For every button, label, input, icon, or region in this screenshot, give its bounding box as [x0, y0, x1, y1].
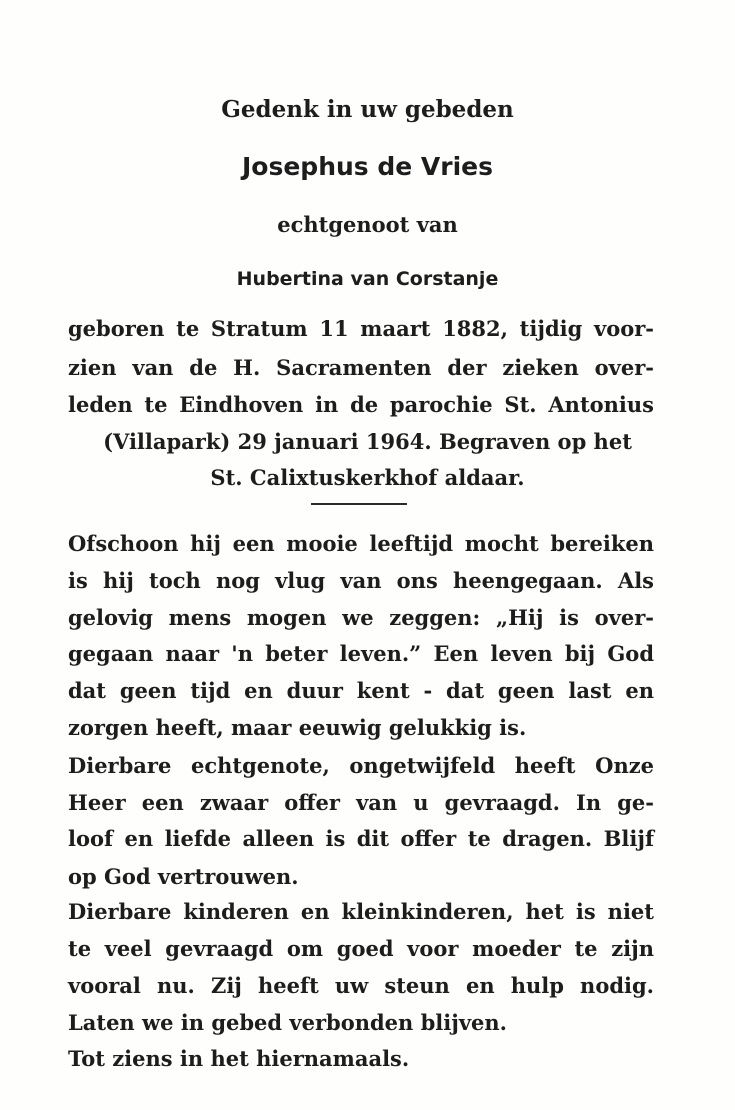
text-line: te veel gevraagd om goed voor moeder te zijn: [68, 936, 654, 961]
biography-line: (Villapark) 29 januari 1964. Begraven op het: [103, 429, 632, 454]
biography-line: geboren te Stratum 11 maart 1882, tijdig voor-: [68, 316, 654, 341]
biography-line: zien van de H. Sacramenten der zieken over-: [68, 355, 654, 380]
text-line: is hij toch nog vlug van ons heengegaan. Als: [68, 568, 654, 593]
divider-rule: [311, 503, 407, 505]
spouse-of-label: echtgenoot van: [277, 212, 458, 237]
text-line: loof en liefde alleen is dit offer te dragen. Blijf: [68, 826, 654, 851]
text-line: op God vertrouwen.: [68, 864, 299, 889]
text-line: zorgen heeft, maar eeuwig gelukkig is.: [68, 715, 527, 740]
text-line: Heer een zwaar offer van u gevraagd. In ge-: [68, 790, 654, 815]
text-line: Tot ziens in het hiernamaals.: [68, 1046, 410, 1071]
biography-line: St. Calixtuskerkhof aldaar.: [210, 465, 525, 490]
spouse-name: Hubertina van Corstanje: [236, 268, 499, 290]
biography-line: leden te Eindhoven in de parochie St. Antonius: [68, 392, 654, 417]
text-line: Dierbare kinderen en kleinkinderen, het is niet: [68, 899, 654, 924]
text-line: Ofschoon hij een mooie leeftijd mocht bereiken: [68, 531, 654, 556]
deceased-name: Josephus de Vries: [241, 152, 494, 181]
text-line: Dierbare echtgenote, ongetwijfeld heeft Onze: [68, 753, 654, 778]
text-line: gegaan naar 'n beter leven.” Een leven bij God: [68, 641, 654, 666]
text-line: gelovig mens mogen we zeggen: „Hij is over-: [68, 605, 654, 630]
text-line: Laten we in gebed verbonden blijven.: [68, 1010, 507, 1035]
prayer-heading: Gedenk in uw gebeden: [221, 96, 514, 123]
text-line: dat geen tijd en duur kent - dat geen last en: [68, 678, 654, 703]
text-line: vooral nu. Zij heeft uw steun en hulp nodig.: [68, 973, 654, 998]
